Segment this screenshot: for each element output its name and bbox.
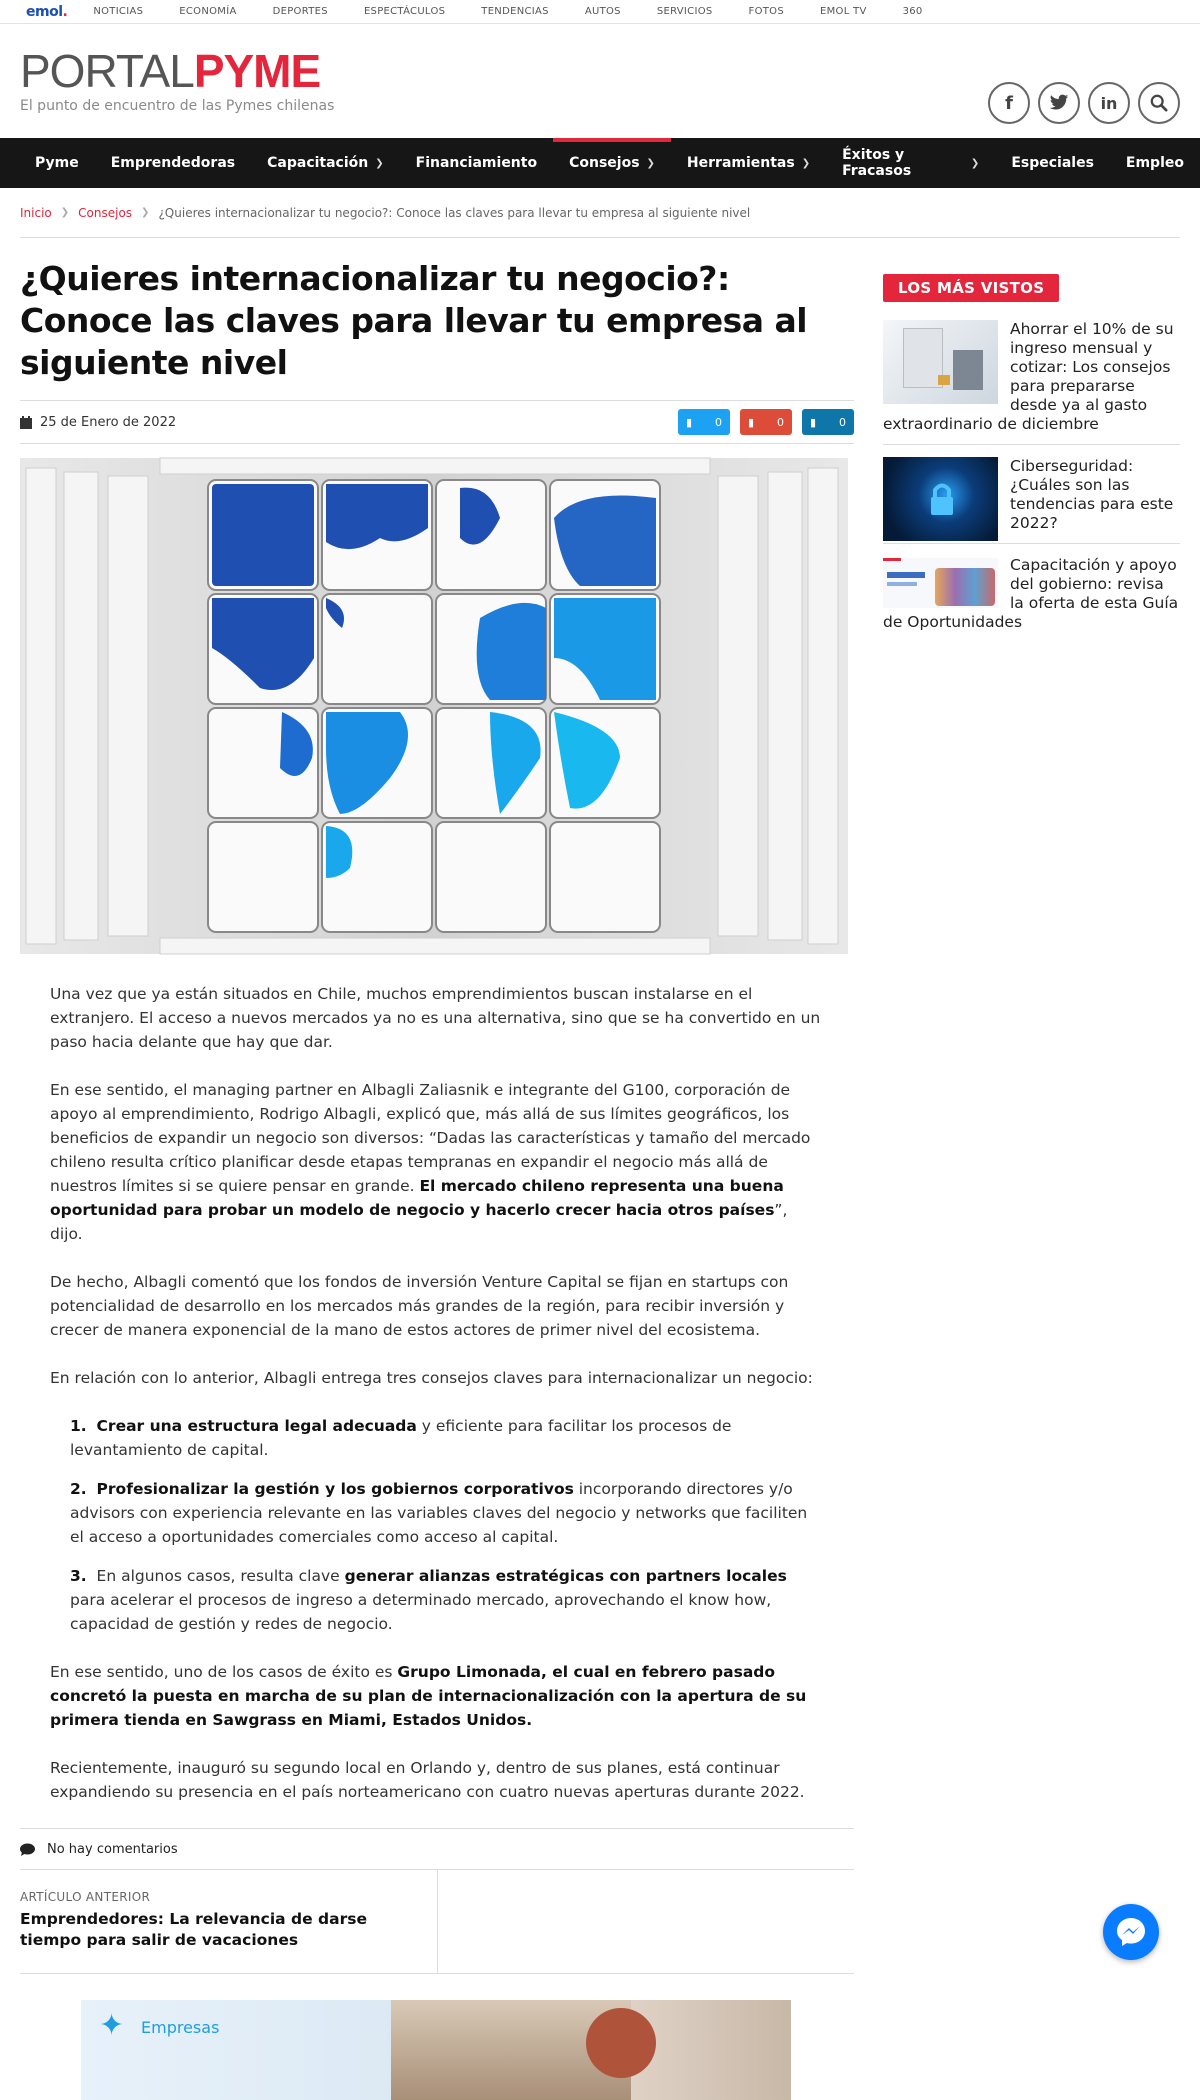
emol-logo[interactable]: emol. bbox=[26, 3, 68, 20]
topbar-link-economia[interactable]: ECONOMÍA bbox=[179, 6, 237, 17]
chevron-down-icon: ❯ bbox=[801, 157, 811, 169]
ad-person-image bbox=[586, 2008, 656, 2078]
topbar-link-autos[interactable]: AUTOS bbox=[584, 6, 621, 17]
calendar-icon bbox=[20, 416, 32, 429]
list-item: 2. Profesionalizar la gestión y los gobiernos corporativos incorporando directores y/o advisors con experiencia relevante en las variables claves del negocio y networks que faciliten el acceso a oportunidades comerciales como acceso al capital. bbox=[70, 1480, 808, 1546]
sidebar bbox=[883, 238, 1180, 642]
comment-icon bbox=[20, 1843, 35, 1856]
sidebar-item[interactable] bbox=[883, 544, 1180, 642]
movistar-logo-icon: ✦ bbox=[99, 2008, 125, 2043]
chevron-down-icon: ❯ bbox=[375, 157, 384, 169]
messenger-icon bbox=[1103, 1904, 1159, 1960]
site-header bbox=[0, 24, 1200, 138]
previous-article[interactable] bbox=[20, 1870, 438, 1973]
sidebar-item-title[interactable]: Ahorrar el 10% de su ingreso mensual y cotizar: Los consejos para prepararse desde ya al gasto extraordinario de diciembre bbox=[883, 320, 1174, 433]
nav-item-exitos-fracasos[interactable]: Éxitos y Fracasos ❯ bbox=[842, 147, 980, 179]
nav-item-emprendedoras[interactable]: Emprendedoras bbox=[110, 155, 236, 171]
top-bar bbox=[0, 0, 1200, 24]
google-plus-share-button[interactable]: ▮ 0 bbox=[740, 409, 792, 435]
chevron-right-icon: ❯ bbox=[141, 207, 150, 218]
nav-item-capacitacion[interactable]: Capacitación ❯ bbox=[267, 155, 384, 171]
twitter-icon[interactable] bbox=[1038, 82, 1080, 124]
article-paragraph: En ese sentido, el managing partner en Albagli Zaliasnik e integrante del G100, corporación de apoyo al emprendimiento, Rodrigo Albagli, explicó que, más allá de sus límites geográficos, los beneficios de expandir un negocio son diversos: “Dadas las características y tamaño del mercado chileno resulta crítico planificar desde etapas tempranas en expandir el negocio más allá de nuestros límites si se quiere pensar en grande. El mercado chileno representa una buena oportunidad para probar un modelo de negocio y hacerlo crecer hacia otros países”, dijo. bbox=[50, 1081, 811, 1243]
portalpyme-logo[interactable]: PORTALPYME El punto de encuentro de las Pymes chilenas bbox=[20, 45, 335, 114]
lock-icon bbox=[883, 457, 998, 541]
sidebar-thumbnail[interactable] bbox=[883, 320, 998, 404]
nav-item-pyme[interactable]: Pyme bbox=[35, 155, 79, 171]
topbar-link-espectaculos[interactable]: ESPECTÁCULOS bbox=[363, 6, 446, 17]
sidebar-thumbnail[interactable] bbox=[883, 457, 998, 541]
ad-brand-label: Empresas bbox=[141, 2018, 220, 2037]
advertisement-banner[interactable] bbox=[81, 2000, 791, 2100]
list-item: 1. Crear una estructura legal adecuada y eficiente para facilitar los procesos de levantamiento de capital. bbox=[70, 1417, 732, 1459]
breadcrumb bbox=[20, 188, 1180, 238]
topbar-link-noticias[interactable]: NOTICIAS bbox=[93, 6, 144, 17]
nav-item-empleo[interactable]: Empleo bbox=[1125, 155, 1184, 171]
list-item: 3. En algunos casos, resulta clave generar alianzas estratégicas con partners locales para acelerar el procesos de ingreso a determinado mercado, aprovechando el know how, capacidad de gestión y redes de negocio. bbox=[70, 1567, 787, 1633]
linkedin-share-button[interactable]: ▮ 0 bbox=[802, 409, 854, 435]
facebook-icon[interactable]: f bbox=[988, 82, 1030, 124]
sidebar-thumbnail[interactable] bbox=[883, 558, 998, 608]
main-nav bbox=[0, 138, 1200, 188]
comments-bar[interactable] bbox=[20, 1828, 854, 1870]
nav-item-consejos[interactable]: Consejos ❯ bbox=[553, 138, 671, 188]
social-links bbox=[988, 82, 1180, 124]
article-title: ¿Quieres internacionalizar tu negocio?: Conoce las claves para llevar tu empresa al siguiente nivel bbox=[20, 259, 808, 382]
previous-article-title[interactable]: Emprendedores: La relevancia de darse tiempo para salir de vacaciones bbox=[20, 1910, 367, 1949]
topbar-link-emoltv[interactable]: EMOL TV bbox=[819, 6, 867, 17]
comments-count: No hay comentarios bbox=[47, 1841, 178, 1857]
share-buttons bbox=[678, 409, 854, 435]
next-article bbox=[438, 1870, 854, 1973]
twitter-icon: ▮ bbox=[686, 415, 693, 429]
article-meta bbox=[20, 400, 854, 444]
topbar-link-fotos[interactable]: FOTOS bbox=[748, 6, 784, 17]
nav-item-especiales[interactable]: Especiales bbox=[1011, 155, 1094, 171]
chevron-down-icon: ❯ bbox=[970, 157, 980, 169]
breadcrumb-home[interactable]: Inicio bbox=[20, 205, 52, 220]
previous-article-label: ARTÍCULO ANTERIOR bbox=[20, 1890, 151, 1904]
nav-item-financiamiento[interactable]: Financiamiento bbox=[415, 155, 538, 171]
chevron-right-icon: ❯ bbox=[60, 207, 70, 218]
article-body bbox=[50, 982, 824, 1804]
topbar-link-360[interactable]: 360 bbox=[902, 6, 923, 17]
twitter-share-button[interactable]: ▮ 0 bbox=[678, 409, 730, 435]
breadcrumb-section[interactable]: Consejos bbox=[78, 205, 133, 220]
topbar-link-deportes[interactable]: DEPORTES bbox=[272, 6, 328, 17]
sidebar-item[interactable] bbox=[883, 308, 1180, 445]
article-date: 25 de Enero de 2022 bbox=[40, 414, 177, 430]
tips-list bbox=[50, 1414, 824, 1636]
breadcrumb-current: ¿Quieres internacionalizar tu negocio?: Conoce las claves para llevar tu empresa al siguiente nivel bbox=[158, 205, 751, 220]
article-paragraph: Recientemente, inauguró su segundo local en Orlando y, dentro de sus planes, está continuar expandiendo su presencia en el país norteamericano con cuatro nuevas aperturas durante 2022. bbox=[50, 1759, 805, 1801]
article bbox=[20, 238, 854, 2100]
search-icon[interactable] bbox=[1138, 82, 1180, 124]
article-paragraph: En ese sentido, uno de los casos de éxito es Grupo Limonada, el cual en febrero pasado concretó la puesta en marcha de su plan de internacionalización con la apertura de su primera tienda en Sawgrass en Miami, Estados Unidos. bbox=[50, 1663, 807, 1729]
site-tagline: El punto de encuentro de las Pymes chilenas bbox=[20, 98, 335, 114]
topbar-link-tendencias[interactable]: TENDENCIAS bbox=[481, 6, 549, 17]
article-paragraph: De hecho, Albagli comentó que los fondos de inversión Venture Capital se fijan en startups con potencialidad de desarrollo en los mercados más grandes de la región, para recibir inversión y crecer de manera exponencial de la mano de estos actores de primer nivel del ecosistema. bbox=[50, 1273, 789, 1339]
linkedin-icon: ▮ bbox=[810, 415, 817, 429]
most-viewed-heading: LOS MÁS VISTOS bbox=[883, 274, 1059, 302]
article-paragraph: En relación con lo anterior, Albagli entrega tres consejos claves para internacionalizar un negocio: bbox=[50, 1369, 813, 1387]
article-navigation bbox=[20, 1870, 854, 1974]
article-paragraph: Una vez que ya están situados en Chile, muchos emprendimientos buscan instalarse en el extranjero. El acceso a nuevos mercados ya no es una alternativa, sino que se ha convertido en un paso hacia delante que hay que dar. bbox=[50, 985, 821, 1051]
messenger-chat-button[interactable] bbox=[1103, 1904, 1159, 1960]
chevron-down-icon: ❯ bbox=[646, 157, 655, 169]
sidebar-item-title[interactable]: Capacitación y apoyo del gobierno: revisa la oferta de esta Guía de Oportunidades bbox=[883, 556, 1179, 631]
sidebar-item-title[interactable]: Ciberseguridad: ¿Cuáles son las tendencias para este 2022? bbox=[1010, 457, 1174, 532]
google-plus-icon: ▮ bbox=[748, 415, 755, 429]
sidebar-item[interactable] bbox=[883, 445, 1180, 544]
article-hero-image bbox=[20, 458, 848, 954]
linkedin-icon[interactable]: in bbox=[1088, 82, 1130, 124]
nav-item-herramientas[interactable]: Herramientas ❯ bbox=[686, 155, 811, 171]
topbar-link-servicios[interactable]: SERVICIOS bbox=[656, 6, 713, 17]
